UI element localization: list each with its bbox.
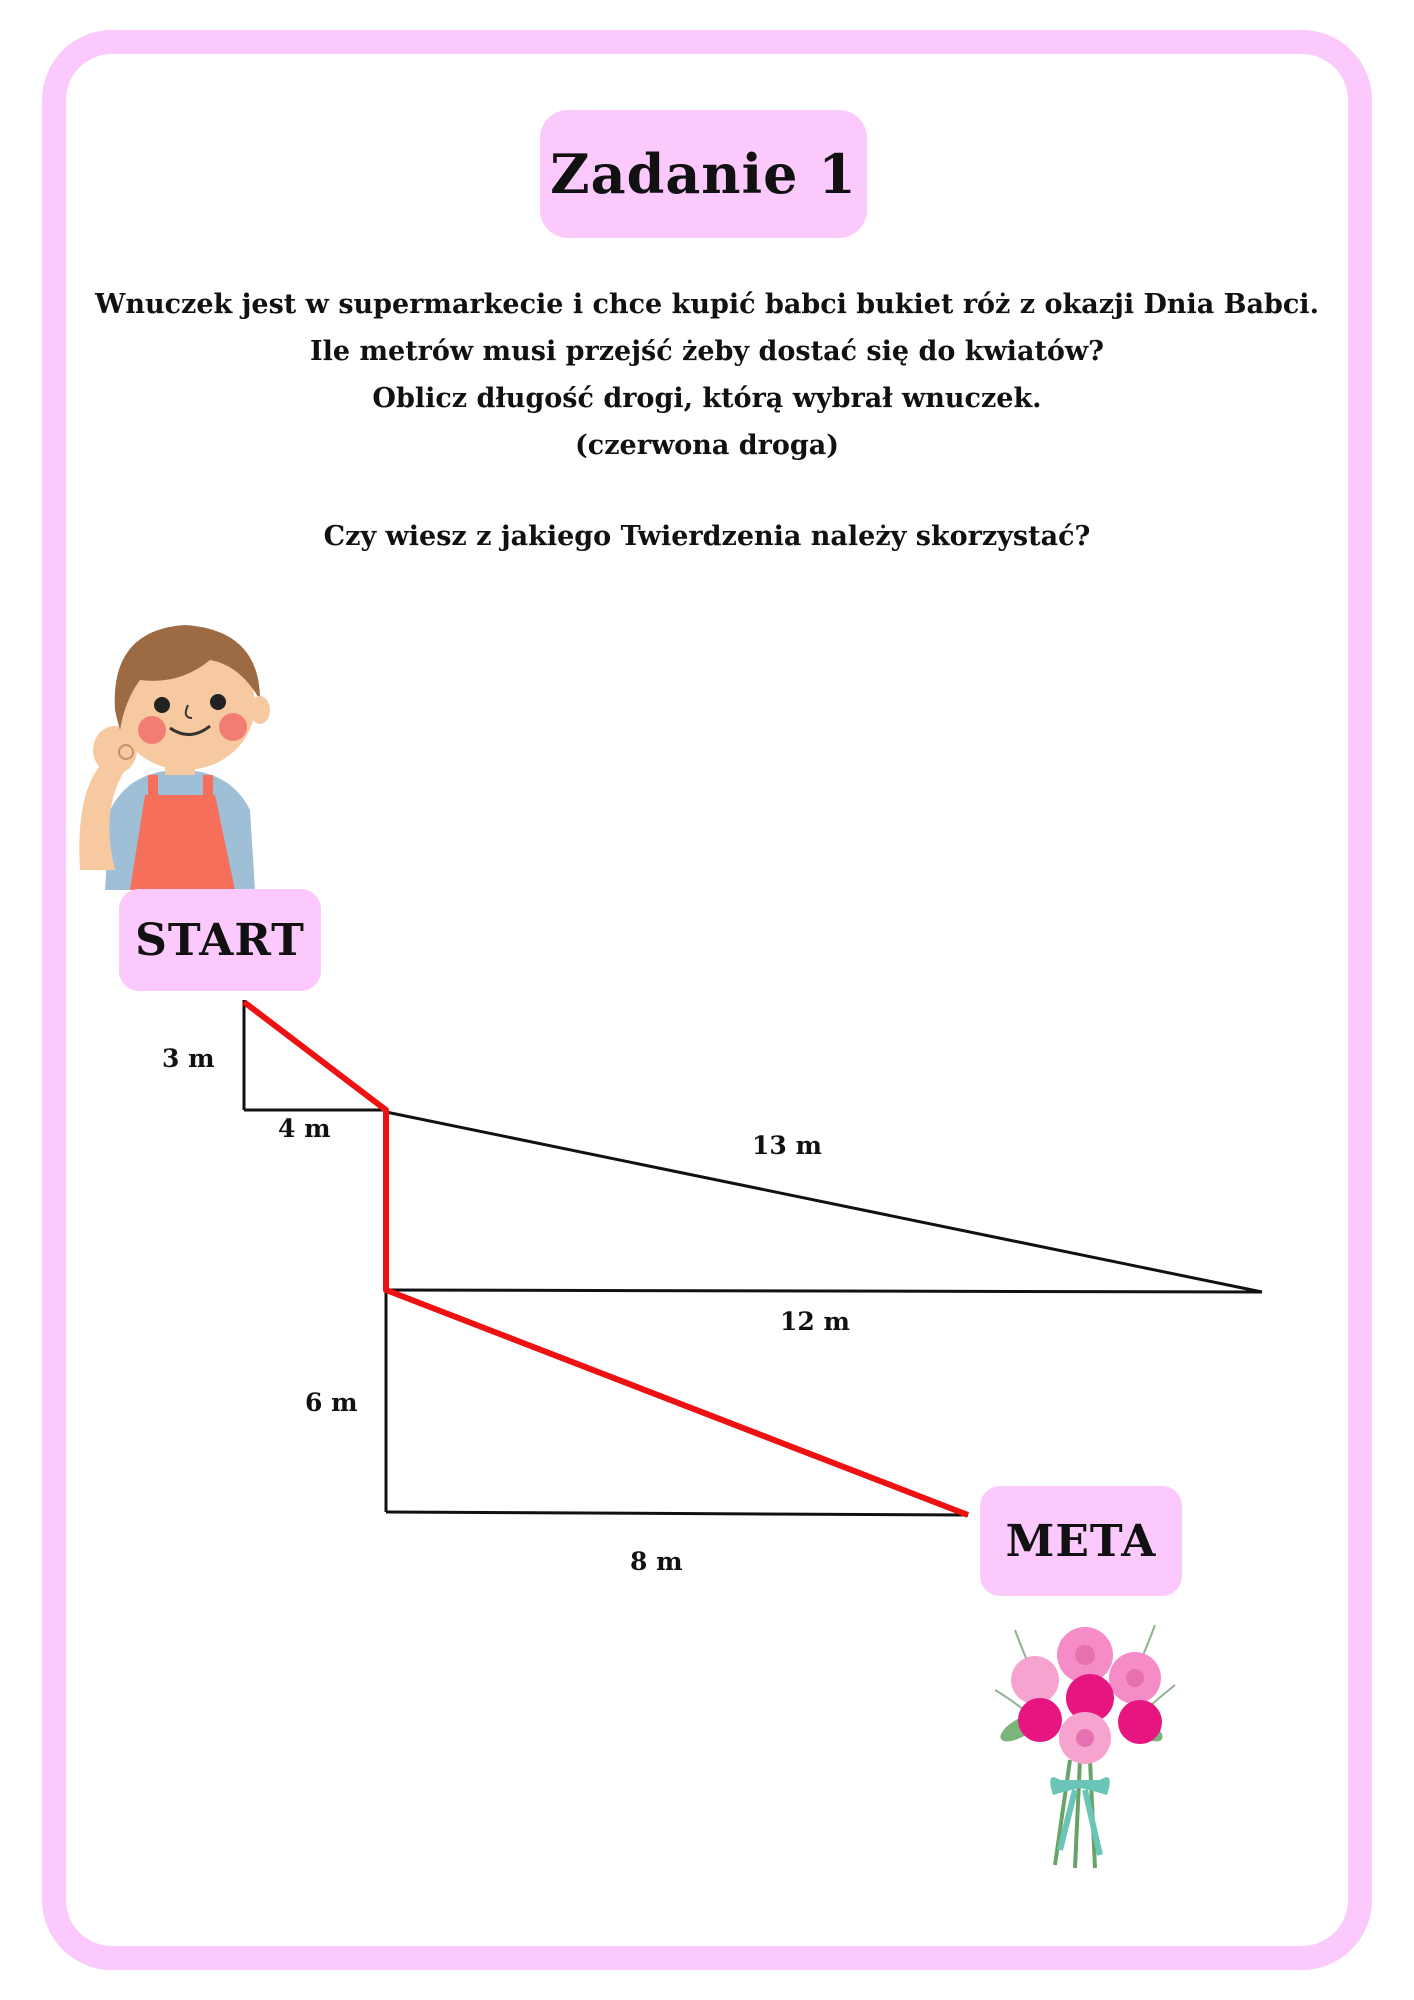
- task-question: Czy wiesz z jakiego Twierdzenia należy skorzystać?: [323, 521, 1091, 552]
- task-line-3: Oblicz długość drogi, którą wybrał wnuczek.: [372, 383, 1042, 414]
- red-path: [244, 1002, 968, 1515]
- flower-bouquet-illustration: [975, 1610, 1195, 1880]
- side-13-line: [386, 1112, 1262, 1292]
- start-label: START: [119, 889, 321, 991]
- label-12m: 12 m: [780, 1307, 850, 1336]
- label-13m: 13 m: [752, 1131, 822, 1160]
- label-6m: 6 m: [305, 1388, 358, 1417]
- page-title: Zadanie 1: [540, 110, 867, 238]
- task-line-4: (czerwona droga): [575, 430, 839, 461]
- task-line-1: Wnuczek jest w supermarkecie i chce kupić babci bukiet róż z okazji Dnia Babci.: [95, 289, 1319, 320]
- label-3m: 3 m: [162, 1044, 215, 1073]
- label-8m: 8 m: [630, 1547, 683, 1576]
- label-4m: 4 m: [278, 1114, 331, 1143]
- side-8-line: [386, 1512, 968, 1515]
- task-line-2: Ile metrów musi przejść żeby dostać się do kwiatów?: [310, 336, 1104, 367]
- side-12-line: [386, 1290, 1262, 1292]
- meta-label: META: [980, 1486, 1182, 1596]
